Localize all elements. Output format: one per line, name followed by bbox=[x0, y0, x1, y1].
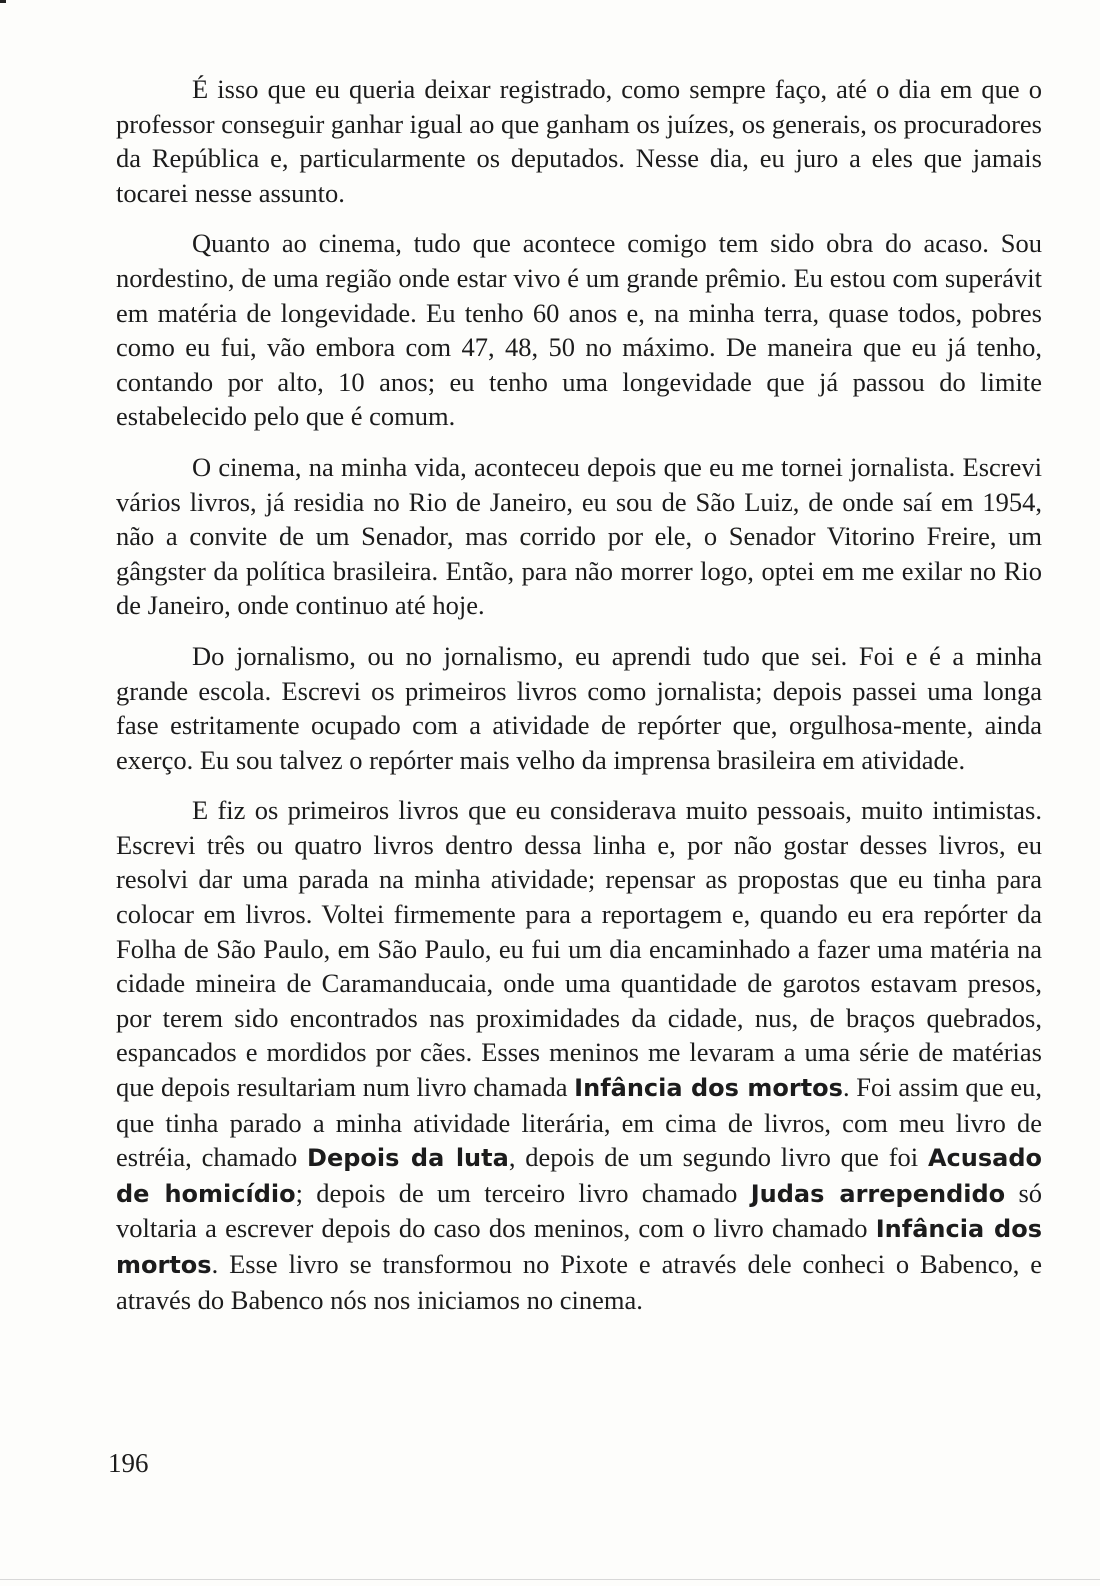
book-title-judas-arrependido: Judas arrependido bbox=[750, 1179, 1006, 1208]
paragraph-text: O cinema, na minha vida, aconteceu depois que eu me tornei jornalista. Escrevi vários livros, já residia no Rio de Janeiro, eu sou de São Luiz, de onde saí em 1954, não a convite de um Senador, mas corrido por ele, o Senador Vitorino Freire, um gângster da política brasileira. Então, para não morrer logo, optei em me exilar no Rio de Janeiro, onde continuo até hoje. bbox=[116, 451, 1042, 621]
book-title-depois-da-luta: Depois da luta bbox=[307, 1144, 509, 1173]
book-title-infancia-dos-mortos: Infância dos mortos bbox=[116, 1215, 1043, 1279]
paragraph bbox=[116, 793, 1042, 1317]
paragraph bbox=[116, 450, 1042, 623]
paragraph-text: E fiz os primeiros livros que eu considerava muito pessoais, muito intimistas. Escrevi três ou quatro livros dentro dessa linha e, por não gostar desses livros, eu resolvi dar uma parada na minha atividade; repensar as propostas que eu tinha para colocar em livros. Voltei firmemente para a reportagem e, quando eu era repórter da Folha de São Paulo, em São Paulo, eu fui um dia encaminhado a fazer uma matéria na cidade mineira de Caramanducaia, onde uma quantidade de garotos estavam presos, por terem sido encontrados nas proximidades da cidade, nus, de braços quebrados, espancados e mordidos por cães. Esses meninos me levaram a uma série de matérias que depois resultariam num livro chamada bbox=[116, 795, 1042, 1103]
book-title-acusado-de-homicidio: Acusado de homicídio bbox=[116, 1144, 1042, 1208]
paragraph-text: É isso que eu queria deixar registrado, como sempre faço, até o dia em que o professor conseguir ganhar igual ao que ganham os juízes, os generais, os procuradores da República e, particularmente os deputados. Nesse dia, eu juro a eles que jamais tocarei nesse assunto. bbox=[116, 74, 1042, 208]
paragraph-text: , depois de um segundo livro que foi bbox=[508, 1142, 928, 1173]
paragraph bbox=[116, 226, 1042, 434]
body-text bbox=[116, 72, 1042, 1317]
paragraph-text: ; depois de um terceiro livro chamado bbox=[295, 1177, 751, 1208]
paragraph bbox=[116, 639, 1042, 777]
paragraph-text: só voltaria a escrever depois do caso dos meninos, com o livro chamado bbox=[116, 1177, 1043, 1244]
paragraph-text: Do jornalismo, ou no jornalismo, eu aprendi tudo que sei. Foi e é a minha grande escola. Escrevi os primeiros livros como jornalista; depois passei uma longa fase estritamente ocupado com a atividade de repórter que, orgulhosa-mente, ainda exerço. Eu sou talvez o repórter mais velho da imprensa brasileira em atividade. bbox=[116, 640, 1042, 775]
page-number: 196 bbox=[108, 1448, 149, 1478]
paragraph-text: . Esse livro se transformou no Pixote e através dele conheci o Babenco, e através do Babenco nós nos iniciamos no cinema. bbox=[116, 1249, 1042, 1315]
paragraph bbox=[116, 72, 1042, 210]
paragraph-text: Quanto ao cinema, tudo que acontece comigo tem sido obra do acaso. Sou nordestino, de uma região onde estar vivo é um grande prêmio. Eu estou com superávit em matéria de longevidade. Eu tenho 60 anos e, na minha terra, quase todos, pobres como eu fui, vão embora com 47, 48, 50 no máximo. De maneira que eu já tenho, contando por alto, 10 anos; eu tenho uma longevidade que já passou do limite estabelecido pelo que é comum. bbox=[116, 228, 1042, 432]
scan-bottom-edge bbox=[0, 1579, 1100, 1580]
paragraph-text: . Foi assim que eu, que tinha parado a minha atividade literária, em cima de livros, com meu livro de estréia, chamado bbox=[116, 1072, 1042, 1173]
book-title-infancia-dos-mortos: Infância dos mortos bbox=[574, 1074, 843, 1103]
scan-corner-mark bbox=[0, 0, 6, 3]
